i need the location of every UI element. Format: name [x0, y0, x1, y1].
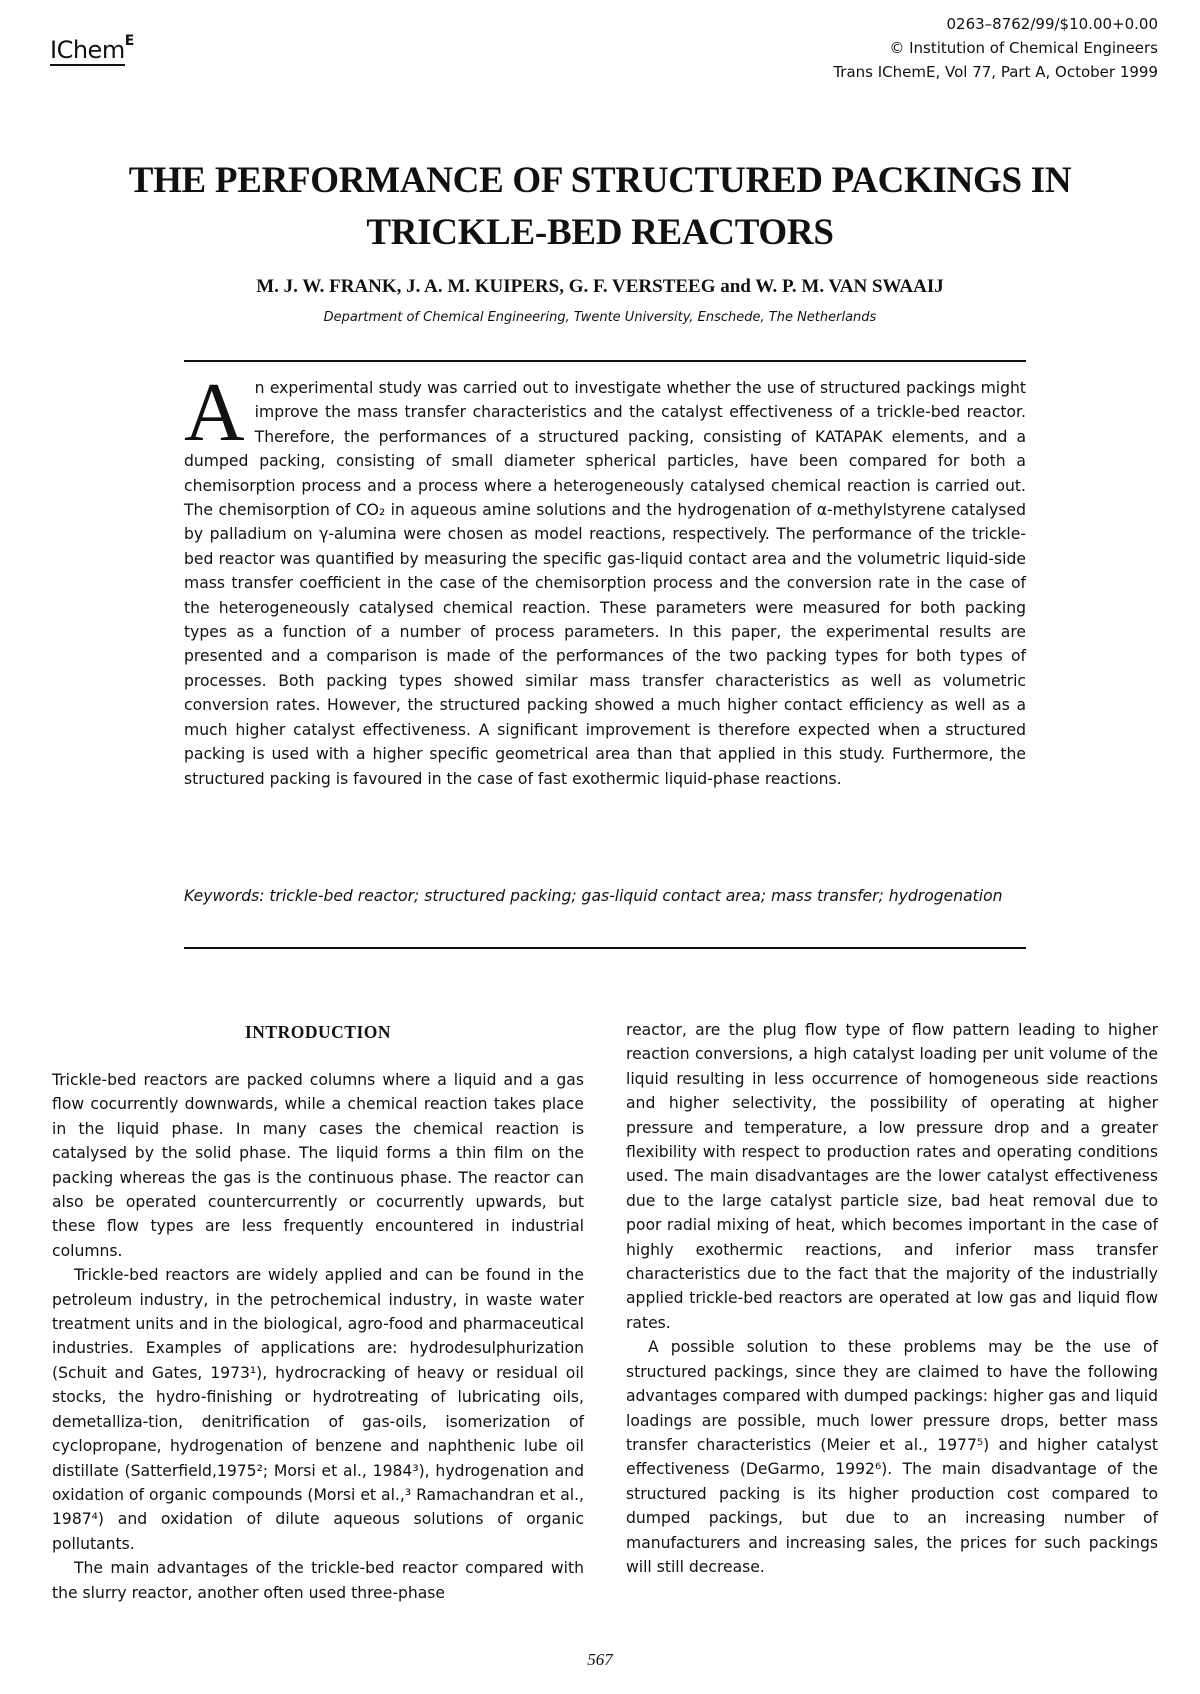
page-number: 567	[587, 1650, 613, 1669]
copyright-line: © Institution of Chemical Engineers	[889, 39, 1158, 57]
keywords: Keywords: trickle-bed reactor; structured packing; gas-liquid contact area; mass transfer; hydrogenation	[184, 887, 1003, 905]
abstract-text: n experimental study was carried out to investigate whether the use of structured packings might improve the mass transfer characteristics and the catalyst effectiveness of a trickle-bed reactor. Therefore, the performances of a structured packing, consisting of KATAPAK elements, and a dumped packing, consisting of small diameter spherical particles, have been compared for both a chemisorption process and a process where a heterogeneously catalysed chemical reaction is carried out. The chemisorption of CO₂ in aqueous amine solutions and the hydrogenation of α-methylstyrene catalysed by palladium on γ-alumina were chosen as model reactions, respectively. The performance of the trickle-bed reactor was quantified by measuring the specific gas-liquid contact area and the volumetric liquid-side mass transfer coefficient in the case of the chemisorption process and the conversion rate in the case of the heterogeneously catalysed chemical reaction. These parameters were measured for both packing types as a function of a number of process parameters. In this paper, the experimental results are presented and a comparison is made of the performances of the two packing types for both types of processes. Both packing types showed similar mass transfer characteristics as well as volumetric conversion rates. However, the structured packing showed a much higher contact efficiency as well as a much higher catalyst effectiveness. A significant improvement is therefore expected when a structured packing is used with a higher specific geometrical area than that applied in this study. Furthermore, the structured packing is favoured in the case of fast exothermic liquid-phase reactions.	[184, 379, 1026, 788]
article-title	[40, 155, 1160, 259]
left-column	[52, 1068, 584, 1605]
journal-citation: Trans IChemE, Vol 77, Part A, October 1999	[833, 63, 1158, 81]
right-column	[626, 1018, 1158, 1579]
abstract-bottom-rule	[184, 947, 1026, 949]
intro-paragraph-2: Trickle-bed reactors are widely applied and can be found in the petroleum industry, in the petrochemical industry, in waste water treatment units and in the biological, agro-food and pharmaceutical industries. Examples of applications are: hydrodesulphurization (Schuit and Gates, 1973¹), hydrocracking of heavy or residual oil stocks, the hydro-finishing or hydrotreating of lubricating oils, demetalliza-tion, denitrification of gas-oils, isomerization of cyclopropane, hydrogenation of benzene and naphthenic lube oil distillate (Satterfield,1975²; Morsi et al., 1984³), hydrogenation and oxidation of organic compounds (Morsi et al.,³ Ramachandran et al., 1987⁴) and oxidation of dilute aqueous solutions of organic pollutants.	[52, 1266, 584, 1553]
intro-paragraph-1: Trickle-bed reactors are packed columns where a liquid and a gas flow cocurrently downwards, while a chemical reaction takes place in the liquid phase. In many cases the chemical reaction is catalysed by the solid phase. The liquid forms a thin film on the packing whereas the gas is the continuous phase. The reactor can also be operated countercurrently or cocurrently upwards, but these flow types are less frequently encountered in industrial columns.	[52, 1071, 584, 1260]
author-list: M. J. W. FRANK, J. A. M. KUIPERS, G. F. VERSTEEG and W. P. M. VAN SWAAIJ	[256, 276, 944, 297]
title-line-1: THE PERFORMANCE OF STRUCTURED PACKINGS IN	[128, 160, 1072, 201]
logo-superscript: E	[124, 33, 134, 49]
abstract	[184, 366, 1026, 791]
intro-paragraph-3: The main advantages of the trickle-bed reactor compared with the slurry reactor, another often used three-phase	[52, 1559, 584, 1602]
affiliation: Department of Chemical Engineering, Twente University, Enschede, The Netherlands	[323, 310, 877, 325]
logo-text: IChem	[50, 36, 125, 64]
publication-info	[833, 12, 1158, 84]
title-line-2: TRICKLE-BED REACTORS	[366, 212, 834, 253]
introduction-heading: INTRODUCTION	[244, 1022, 392, 1042]
intro-paragraph-4: reactor, are the plug flow type of flow pattern leading to higher reaction conversions, a high catalyst loading per unit volume of the liquid resulting in less occurrence of homogeneous side reactions and higher selectivity, the possibility of operating at higher pressure and temperature, a low pressure drop and a greater flexibility with respect to production rates and operating conditions used. The main disadvantages are the lower catalyst effectiveness due to the large catalyst particle size, bad heat removal due to poor radial mixing of heat, which becomes important in the case of highly exothermic reactions, and inferior mass transfer characteristics due to the fact that the majority of the industrially applied trickle-bed reactors are operated at low gas and liquid flow rates.	[626, 1021, 1158, 1332]
issn-code: 0263–8762/99/$10.00+0.00	[946, 15, 1158, 33]
abstract-top-rule	[184, 360, 1026, 362]
abstract-dropcap: A	[184, 366, 245, 459]
intro-paragraph-5: A possible solution to these problems may be the use of structured packings, since they are claimed to have the following advantages compared with dumped packings: higher gas and liquid loadings are possible, much lower pressure drops, better mass transfer characteristics (Meier et al., 1977⁵) and higher catalyst effectiveness (DeGarmo, 1992⁶). The main disadvantage of the structured packing is its higher production cost compared to dumped packings, but due to an increasing number of manufacturers and increasing sales, the prices for such packings will still decrease.	[626, 1338, 1158, 1576]
icheme-logo	[50, 33, 134, 64]
